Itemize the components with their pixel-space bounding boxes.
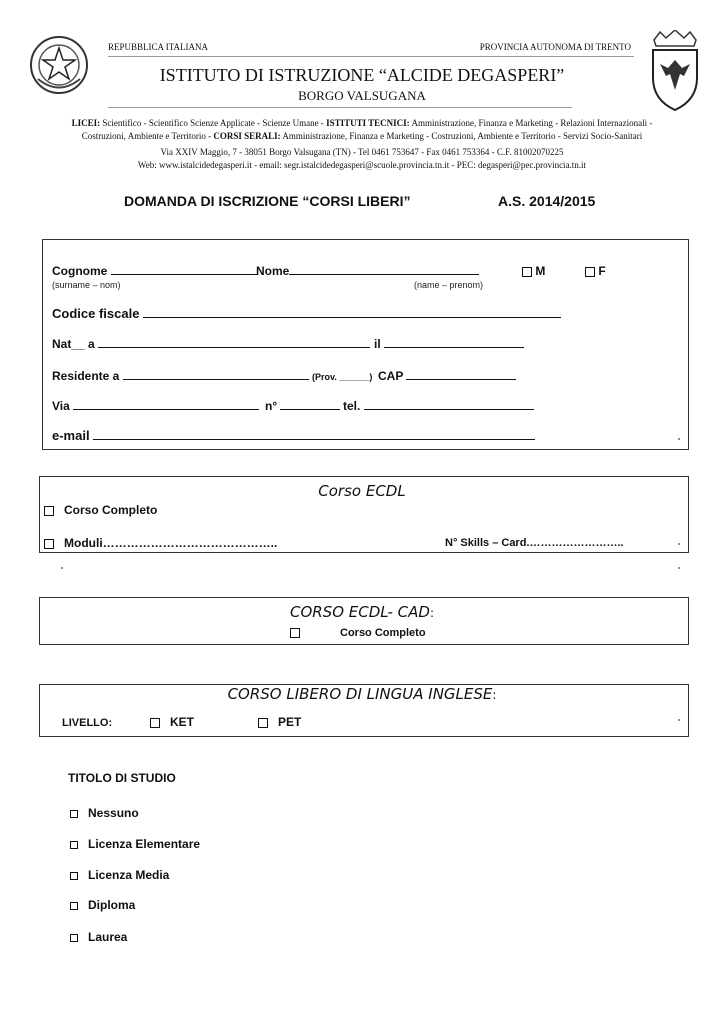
gender-f-checkbox[interactable]: F (585, 264, 606, 278)
residence-field[interactable]: Residente a (Prov. ______) (52, 369, 373, 383)
school-town: BORGO VALSUGANA (298, 88, 426, 103)
education-option-none[interactable]: Nessuno (70, 806, 139, 820)
surname-hint: (surname – nom) (52, 280, 121, 290)
school-contacts: Web: www.istalcidedegasperi.it - email: segr.istalcidedegasperi@scuole.provincia.tn.it - PEC: degasperi@pec.provincia.tn.it (137, 160, 587, 170)
republic-label: REPUBBLICA ITALIANA (108, 42, 209, 52)
email-field[interactable]: e-mail (52, 428, 535, 443)
cap-field[interactable]: CAP (378, 369, 516, 383)
courses-line-1: LICEI: Scientifico - Scientifico Scienze Applicate - Scienze Umane - ISTITUTI TECNICI: Amministrazione, Finanza e Marketing - Relazioni Internazionali - (71, 118, 653, 128)
education-option-degree[interactable]: Laurea (70, 930, 127, 944)
education-option-middle[interactable]: Licenza Media (70, 868, 169, 882)
education-title: TITOLO DI STUDIO (68, 771, 176, 785)
ecdl-complete-checkbox[interactable]: Corso Completo (44, 503, 157, 517)
dot-mark (678, 719, 680, 721)
ecdl-skills-card-field[interactable]: N° Skills – Card.…………………….. (445, 537, 624, 549)
school-address: Via XXIV Maggio, 7 - 38051 Borgo Valsugana (TN) - Tel 0461 753647 - Fax 0461 753364 - C.F. 81002070225 (160, 147, 564, 157)
province-label: PROVINCIA AUTONOMA DI TRENTO (479, 42, 631, 52)
courses-line-2: Costruzioni, Ambiente e Territorio - CORSI SERALI: Amministrazione, Finanza e Marketing - Costruzioni, Ambiente e Territorio - Servizi Socio-Sanitari (81, 131, 643, 141)
ket-checkbox[interactable]: KET (150, 715, 194, 729)
english-course-title: CORSO LIBERO DI LINGUA INGLESE: (227, 685, 497, 703)
header-divider-top (108, 56, 634, 57)
dot-mark (678, 567, 680, 569)
education-option-elementary[interactable]: Licenza Elementare (70, 837, 200, 851)
ecdl-cad-title: CORSO ECDL- CAD: (289, 603, 434, 621)
education-option-diploma[interactable]: Diploma (70, 898, 135, 912)
name-hint: (name – prenom) (414, 280, 484, 290)
cad-complete-checkbox[interactable] (290, 625, 300, 639)
birthplace-field[interactable]: Nat__ a (52, 337, 370, 351)
birthdate-field[interactable]: il (374, 337, 524, 351)
pet-checkbox[interactable]: PET (258, 715, 301, 729)
level-label: LIVELLO: (62, 717, 113, 729)
number-field[interactable]: n° (265, 399, 340, 413)
ecdl-title: Corso ECDL (318, 482, 406, 500)
cognome-field[interactable]: Cognome (52, 264, 257, 278)
form-title: DOMANDA DI ISCRIZIONE “CORSI LIBERI” (124, 193, 411, 209)
codice-fiscale-field[interactable]: Codice fiscale (52, 306, 561, 321)
ecdl-modules-checkbox[interactable]: Moduli…………………………………….. (44, 536, 277, 550)
dot-mark (678, 543, 680, 545)
school-name: ISTITUTO DI ISTRUZIONE “ALCIDE DEGASPERI” (159, 65, 565, 85)
dot-mark (678, 438, 680, 440)
street-field[interactable]: Via (52, 399, 259, 413)
phone-field[interactable]: tel. (343, 399, 534, 413)
school-year: A.S. 2014/2015 (498, 193, 596, 209)
dot-mark (61, 567, 63, 569)
gender-m-checkbox[interactable]: M (522, 264, 545, 278)
cad-complete-label: Corso Completo (340, 627, 426, 639)
header-divider (108, 107, 572, 108)
nome-field[interactable]: Nome (256, 264, 479, 278)
